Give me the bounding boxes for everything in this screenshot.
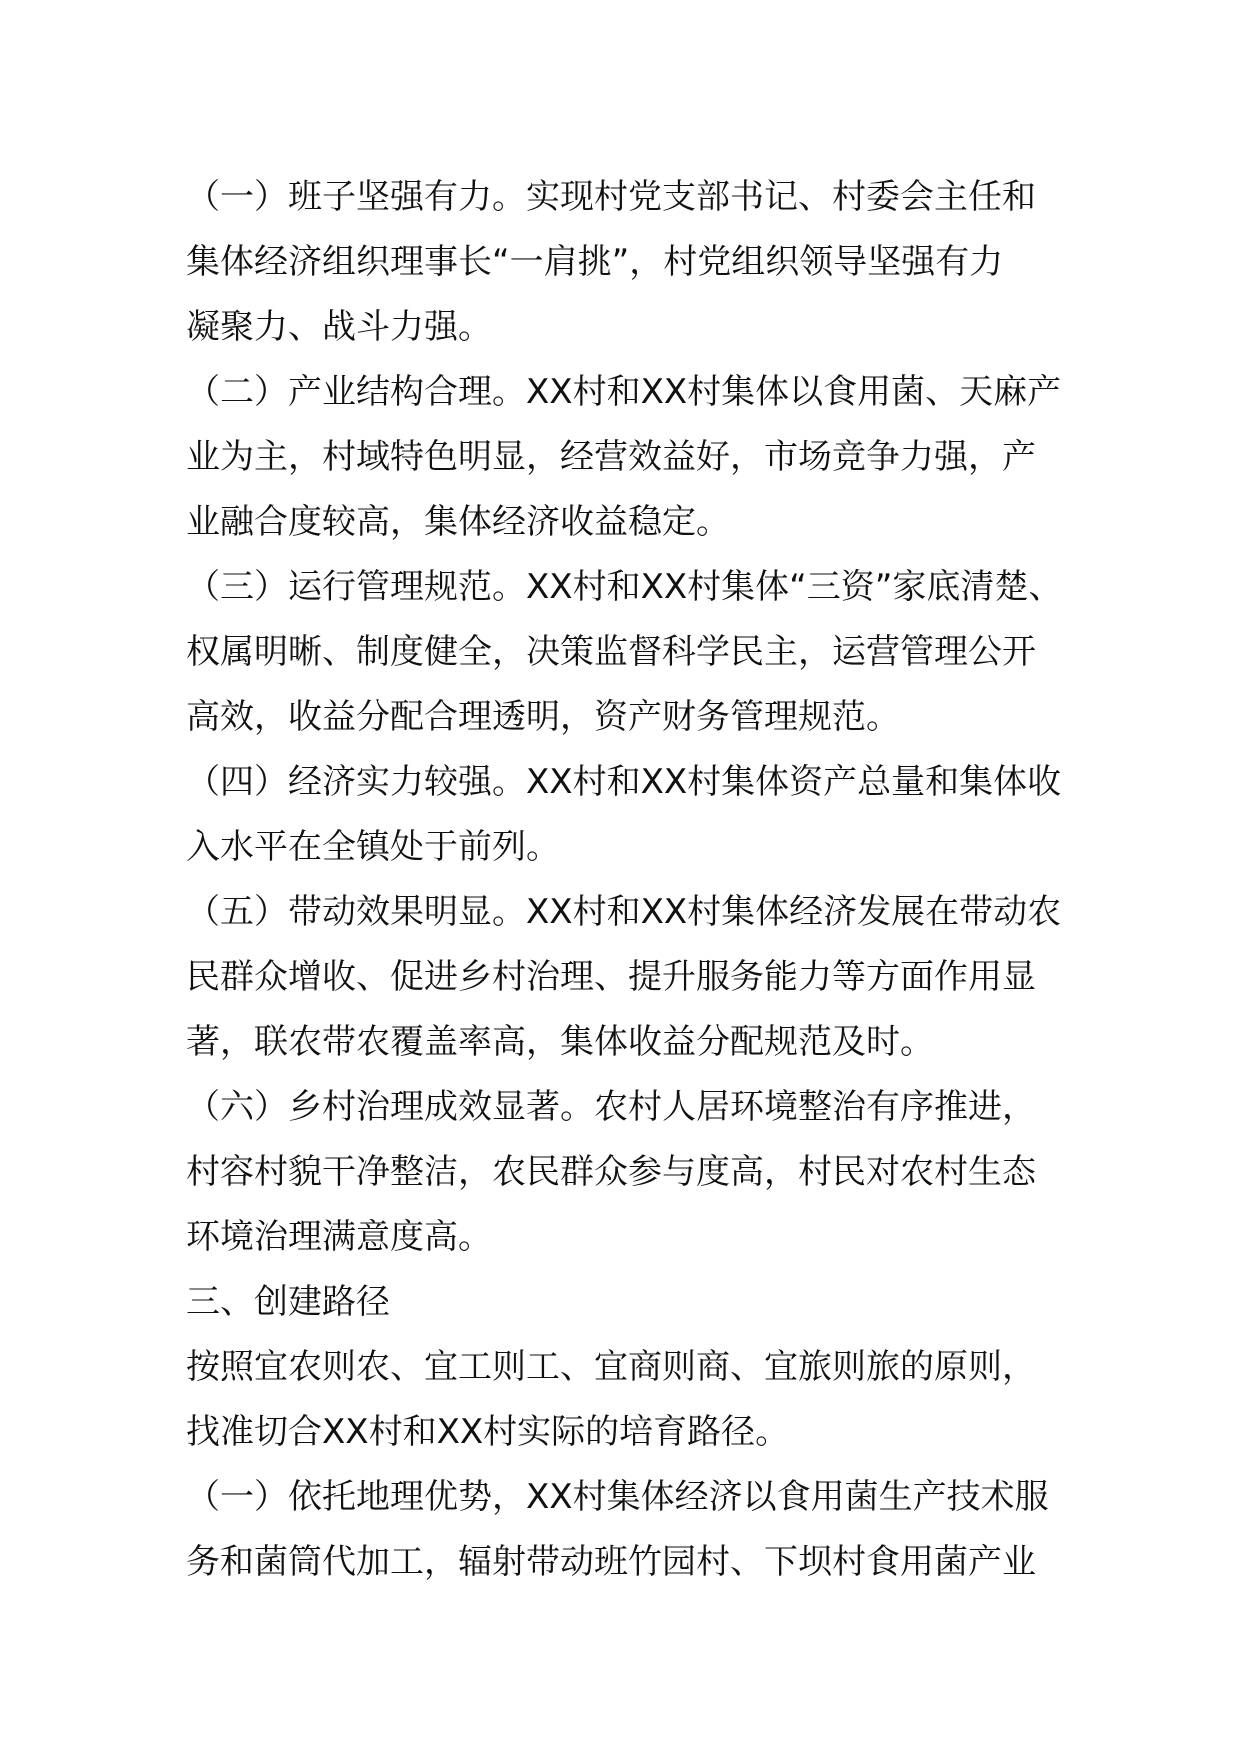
text-line: 集体经济组织理事长“一肩挑”，村党组织领导坚强有力 [186, 242, 1004, 282]
paragraph-industry-structure [186, 360, 1086, 555]
document-body [186, 165, 1086, 1595]
section-heading-creation-path [186, 1270, 1086, 1335]
text-line: （三）运行管理规范。XX村和XX村集体“三资”家底清楚、 [186, 567, 1063, 607]
text-line: 环境治理满意度高。 [186, 1217, 492, 1257]
section-heading: 三、创建路径 [186, 1282, 390, 1322]
text-line: （六）乡村治理成效显著。农村人居环境整治有序推进， [186, 1087, 1036, 1127]
text-line: 凝聚力、战斗力强。 [186, 307, 492, 347]
paragraph-principle [186, 1335, 1086, 1465]
paragraph-team-strong [186, 165, 1086, 360]
paragraph-driving-effect [186, 880, 1086, 1075]
text-line: 民群众增收、促进乡村治理、提升服务能力等方面作用显 [186, 957, 1036, 997]
text-line: （二）产业结构合理。XX村和XX村集体以食用菌、天麻产 [186, 372, 1062, 412]
text-line: 高效，收益分配合理透明，资产财务管理规范。 [186, 697, 900, 737]
paragraph-economic-strength [186, 750, 1086, 880]
text-line: 业为主，村域特色明显，经营效益好，市场竞争力强，产 [186, 437, 1036, 477]
text-line: 权属明晰、制度健全，决策监督科学民主，运营管理公开 [186, 632, 1036, 672]
text-line: 找准切合XX村和XX村实际的培育路径。 [186, 1412, 790, 1452]
text-line: （五）带动效果明显。XX村和XX村集体经济发展在带动农 [186, 892, 1062, 932]
text-line: 务和菌筒代加工，辐射带动班竹园村、下坝村食用菌产业 [186, 1542, 1036, 1582]
text-line: 村容村貌干净整洁，农民群众参与度高，村民对农村生态 [186, 1152, 1036, 1192]
paragraph-management [186, 555, 1086, 750]
text-line: 业融合度较高，集体经济收益稳定。 [186, 502, 730, 542]
paragraph-rural-governance [186, 1075, 1086, 1270]
text-line: （四）经济实力较强。XX村和XX村集体资产总量和集体收 [186, 762, 1062, 802]
text-line: 著，联农带农覆盖率高，集体收益分配规范及时。 [186, 1022, 934, 1062]
text-line: （一）依托地理优势，XX村集体经济以食用菌生产技术服 [186, 1477, 1049, 1517]
text-line: 按照宜农则农、宜工则工、宜商则商、宜旅则旅的原则， [186, 1347, 1036, 1387]
text-line: （一）班子坚强有力。实现村党支部书记、村委会主任和 [186, 177, 1036, 217]
paragraph-geographic-advantage [186, 1465, 1086, 1595]
text-line: 入水平在全镇处于前列。 [186, 827, 560, 867]
